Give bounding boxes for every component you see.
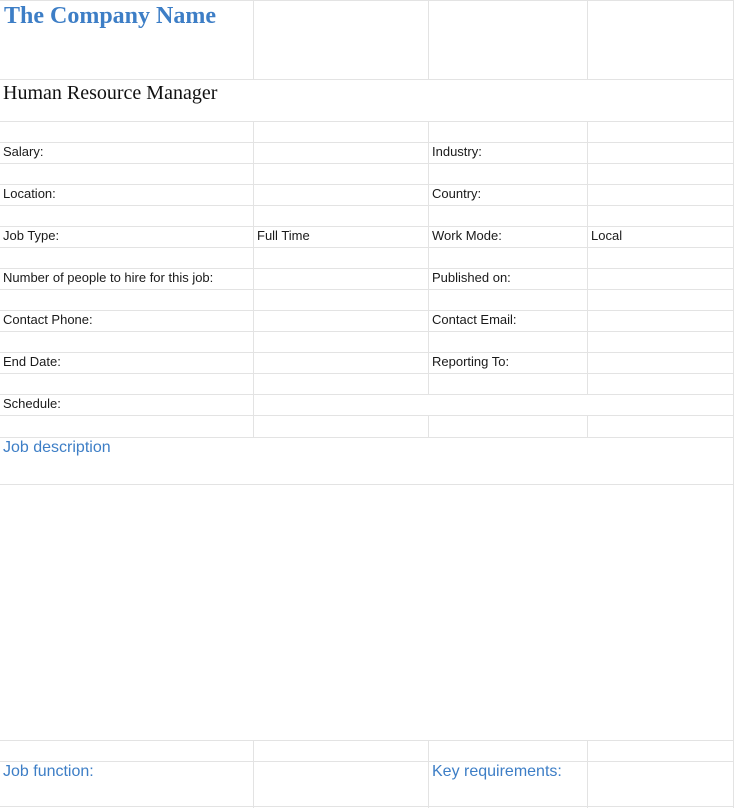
- grid-row: [0, 247, 734, 248]
- grid-col-2: [428, 741, 429, 808]
- country-label: Country:: [432, 186, 482, 201]
- company-name: The Company Name: [4, 3, 217, 29]
- grid-row: [0, 373, 734, 374]
- grid-row: [0, 163, 734, 164]
- grid-row: [0, 761, 734, 762]
- grid-row: [0, 394, 734, 395]
- job-type-label: Job Type:: [3, 228, 60, 243]
- grid-row: [0, 289, 734, 290]
- grid-row: [0, 142, 734, 143]
- grid-row: [0, 79, 734, 80]
- grid-row: [0, 331, 734, 332]
- grid-col-1: [253, 741, 254, 808]
- key-requirements-heading: Key requirements:: [432, 763, 562, 780]
- grid-col-3: [587, 741, 588, 808]
- job-type-value[interactable]: Full Time: [257, 228, 310, 243]
- job-description-heading: Job description: [3, 439, 111, 456]
- grid-row: [0, 226, 734, 227]
- grid-row: [0, 121, 734, 122]
- industry-label: Industry:: [432, 144, 482, 159]
- grid-row: [0, 0, 734, 1]
- schedule-label: Schedule:: [3, 396, 61, 411]
- grid-row: [0, 184, 734, 185]
- grid-col-1: [253, 395, 254, 438]
- work-mode-label: Work Mode:: [432, 228, 502, 243]
- job-title: Human Resource Manager: [3, 82, 218, 104]
- salary-label: Salary:: [3, 144, 44, 159]
- grid-row: [0, 310, 734, 311]
- contact-email-label: Contact Email:: [432, 312, 517, 327]
- hire-count-label: Number of people to hire for this job:: [3, 270, 214, 285]
- work-mode-value[interactable]: Local: [591, 228, 623, 243]
- reporting-to-label: Reporting To:: [432, 354, 510, 369]
- grid-col-2: [428, 416, 429, 438]
- grid-row: [0, 352, 734, 353]
- published-label: Published on:: [432, 270, 511, 285]
- grid-row: [0, 415, 734, 416]
- grid-row: [0, 205, 734, 206]
- end-date-label: End Date:: [3, 354, 61, 369]
- grid-row: [0, 484, 734, 485]
- grid-col-1: [253, 0, 254, 80]
- grid-col-3: [587, 0, 588, 80]
- grid-row: [0, 806, 734, 807]
- job-function-heading: Job function:: [3, 763, 94, 780]
- grid-col-2: [428, 0, 429, 80]
- grid-row: [0, 268, 734, 269]
- contact-phone-label: Contact Phone:: [3, 312, 93, 327]
- grid-row: [0, 740, 734, 741]
- location-label: Location:: [3, 186, 56, 201]
- grid-col-3: [587, 416, 588, 438]
